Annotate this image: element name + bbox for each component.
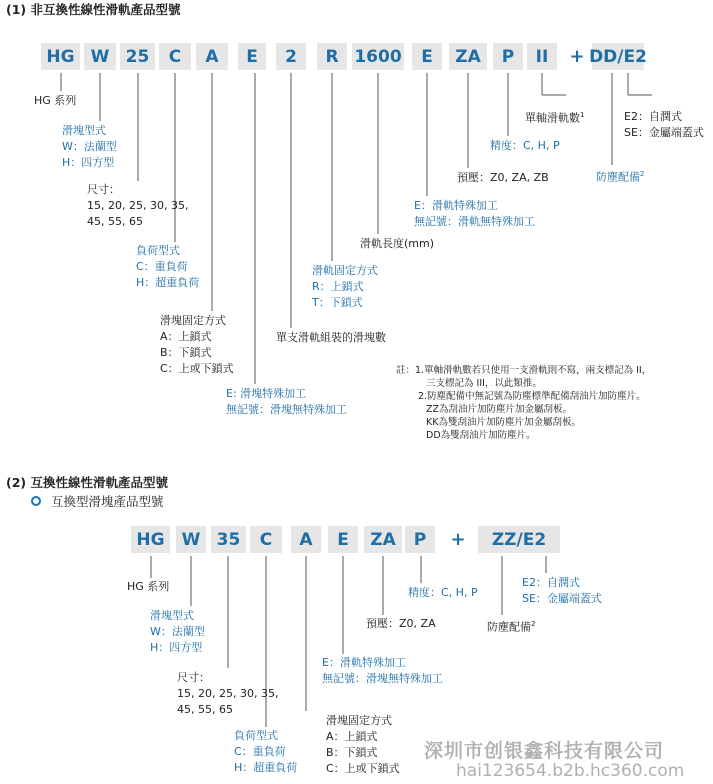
s1-label-blocks-per-rail: 單支滑軌組裝的滑塊數 xyxy=(276,331,386,344)
s1-label-block-special: E: 滑塊特殊加工 無記號：滑塊無特殊加工 xyxy=(226,387,347,416)
section2-subtitle: 互換型滑塊產品型號 xyxy=(51,494,164,509)
s2-code-6: ZA xyxy=(364,526,402,553)
s1-code-2: 25 xyxy=(120,43,155,70)
s1-code-0: HG xyxy=(41,43,80,70)
s1-code-14: DD/E2 xyxy=(592,43,644,70)
s2-code-3: C xyxy=(250,526,282,553)
s2-label-series: HG 系列 xyxy=(127,580,170,593)
s2-label-dust: 防塵配備$^2$ xyxy=(487,620,536,634)
s2-label-preload: 預壓：Z0, ZA xyxy=(366,617,436,630)
s1-code-10: ZA xyxy=(449,43,487,70)
s1-code-4: A xyxy=(196,43,228,70)
s1-label-block-type: 滑塊型式 W：法蘭型 H：四方型 xyxy=(62,124,117,169)
s1-label-rail-length: 滑軌長度(mm) xyxy=(360,237,435,250)
section1-title: (1) 非互換性線性滑軌產品型號 xyxy=(6,2,181,17)
s1-code-6: 2 xyxy=(276,43,306,70)
watermark-company: 深圳市创银鑫科技有限公司 xyxy=(424,740,665,762)
s1-notes: 註：1.單軸滑軌數若只使用一支滑軌則不寫，兩支標記為 II， 三支標記為 III，以此類推。 2.防塵配備中無記號為防塵標準配備刮油片加防塵片。 ZZ為刮油片加防塵片加金屬刮板。 KK為雙刮油片加防塵片加金屬刮板。 DD為雙刮油片加防塵片。 xyxy=(396,365,652,441)
s1-code-1: W xyxy=(84,43,116,70)
s1-label-rail-special: E：滑軌特殊加工 無記號：滑軌無特殊加工 xyxy=(414,199,535,228)
s2-code-0: HG xyxy=(131,526,170,553)
s1-code-3: C xyxy=(159,43,191,70)
s1-code-12: II xyxy=(527,43,557,70)
s1-label-lube: E2：自潤式 SE：金屬端蓋式 xyxy=(624,110,704,139)
s2-code-9: ZZ/E2 xyxy=(478,526,560,553)
s2-code-1: W xyxy=(176,526,206,553)
s1-label-series: HG 系列 xyxy=(34,94,77,107)
s1-label-dust: 防塵配備$^2$ xyxy=(596,170,645,184)
bullet-circle-icon xyxy=(31,496,41,506)
s1-code-8: 1600 xyxy=(352,43,404,70)
s1-plus-sign: + xyxy=(569,46,585,67)
s1-label-preload: 預壓：Z0, ZA, ZB xyxy=(457,171,549,184)
s2-label-load-type: 負荷型式 C：重負荷 H：超重負荷 xyxy=(234,729,298,774)
s1-label-block-mount: 滑塊固定方式 A：上鎖式 B：下鎖式 C：上或下鎖式 xyxy=(160,314,234,375)
s1-label-rail-mount: 滑軌固定方式 R：上鎖式 T：下鎖式 xyxy=(312,264,378,309)
watermark-url: hai123654.b2b.hc360.com xyxy=(456,761,685,781)
s1-label-size: 尺寸： 15, 20, 25, 30, 35, 45, 55, 65 xyxy=(87,183,189,228)
s1-code-9: E xyxy=(412,43,442,70)
s2-code-5: E xyxy=(328,526,358,553)
s2-label-block-mount: 滑塊固定方式 A：上鎖式 B：下鎖式 C：上或下鎖式 xyxy=(326,714,400,775)
s2-code-2: 35 xyxy=(211,526,246,553)
s2-label-precision: 精度：C, H, P xyxy=(408,586,478,599)
s2-code-7: P xyxy=(405,526,435,553)
s2-label-size: 尺寸： 15, 20, 25, 30, 35, 45, 55, 65 xyxy=(177,671,279,716)
s1-label-precision: 精度：C, H, P xyxy=(490,139,560,152)
s2-label-block-type: 滑塊型式 W：法蘭型 H：四方型 xyxy=(150,609,205,654)
s1-label-rails-per-axis: 單軸滑軌數$^1$ xyxy=(525,111,585,125)
s2-label-block-special: E：滑軌特殊加工 無記號：滑塊無特殊加工 xyxy=(322,656,443,685)
s1-code-5: E xyxy=(238,43,266,70)
s1-code-11: P xyxy=(493,43,523,70)
s2-code-4: A xyxy=(291,526,321,553)
s2-label-lube: E2：自潤式 SE：金屬端蓋式 xyxy=(522,576,602,605)
s1-code-7: R xyxy=(317,43,347,70)
s2-plus-sign: + xyxy=(450,529,466,550)
s1-label-load-type: 負荷型式 C：重負荷 H：超重負荷 xyxy=(136,244,200,289)
section2-title: (2) 互換性線性滑軌產品型號 xyxy=(6,475,168,490)
